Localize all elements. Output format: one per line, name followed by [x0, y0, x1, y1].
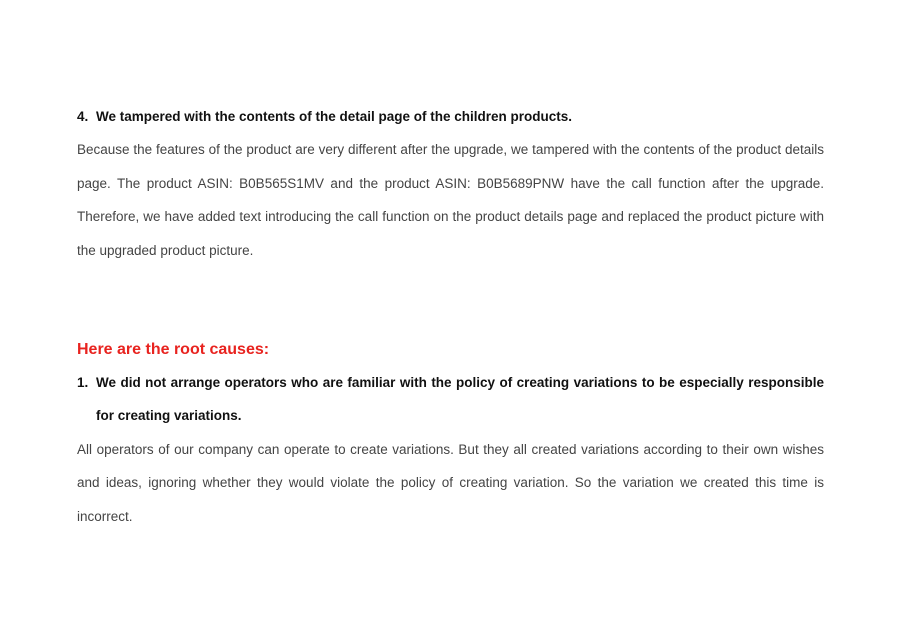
- section-4-body: Because the features of the product are very different after the upgrade, we tampered with the contents of the product details page. The product ASIN: B0B565S1MV and the product ASIN: B0B5689PNW have the call function after the upgrade. Therefore, we have added text introducing the call function on the product details page and replaced the product picture with the upgraded product picture.: [77, 142, 824, 258]
- root-cause-1-body: All operators of our company can operate to create variations. But they all created variations according to their own wishes and ideas, ignoring whether they would violate the policy of creating variation. So the variation we created this time is incorrect.: [77, 441, 824, 524]
- root-cause-1-heading: [77, 366, 824, 433]
- section-4-heading: [77, 100, 824, 133]
- root-causes-title: Here are the root causes:: [77, 341, 270, 359]
- document-page: [77, 100, 824, 533]
- root-cause-1-heading-text: We did not arrange operators who are familiar with the policy of creating variations to be especially responsible for creating variations.: [96, 375, 824, 424]
- section-4-heading-text: We tampered with the contents of the detail page of the children products.: [96, 109, 573, 124]
- root-cause-1-number: 1.: [77, 375, 89, 391]
- section-4-number: 4.: [77, 109, 89, 124]
